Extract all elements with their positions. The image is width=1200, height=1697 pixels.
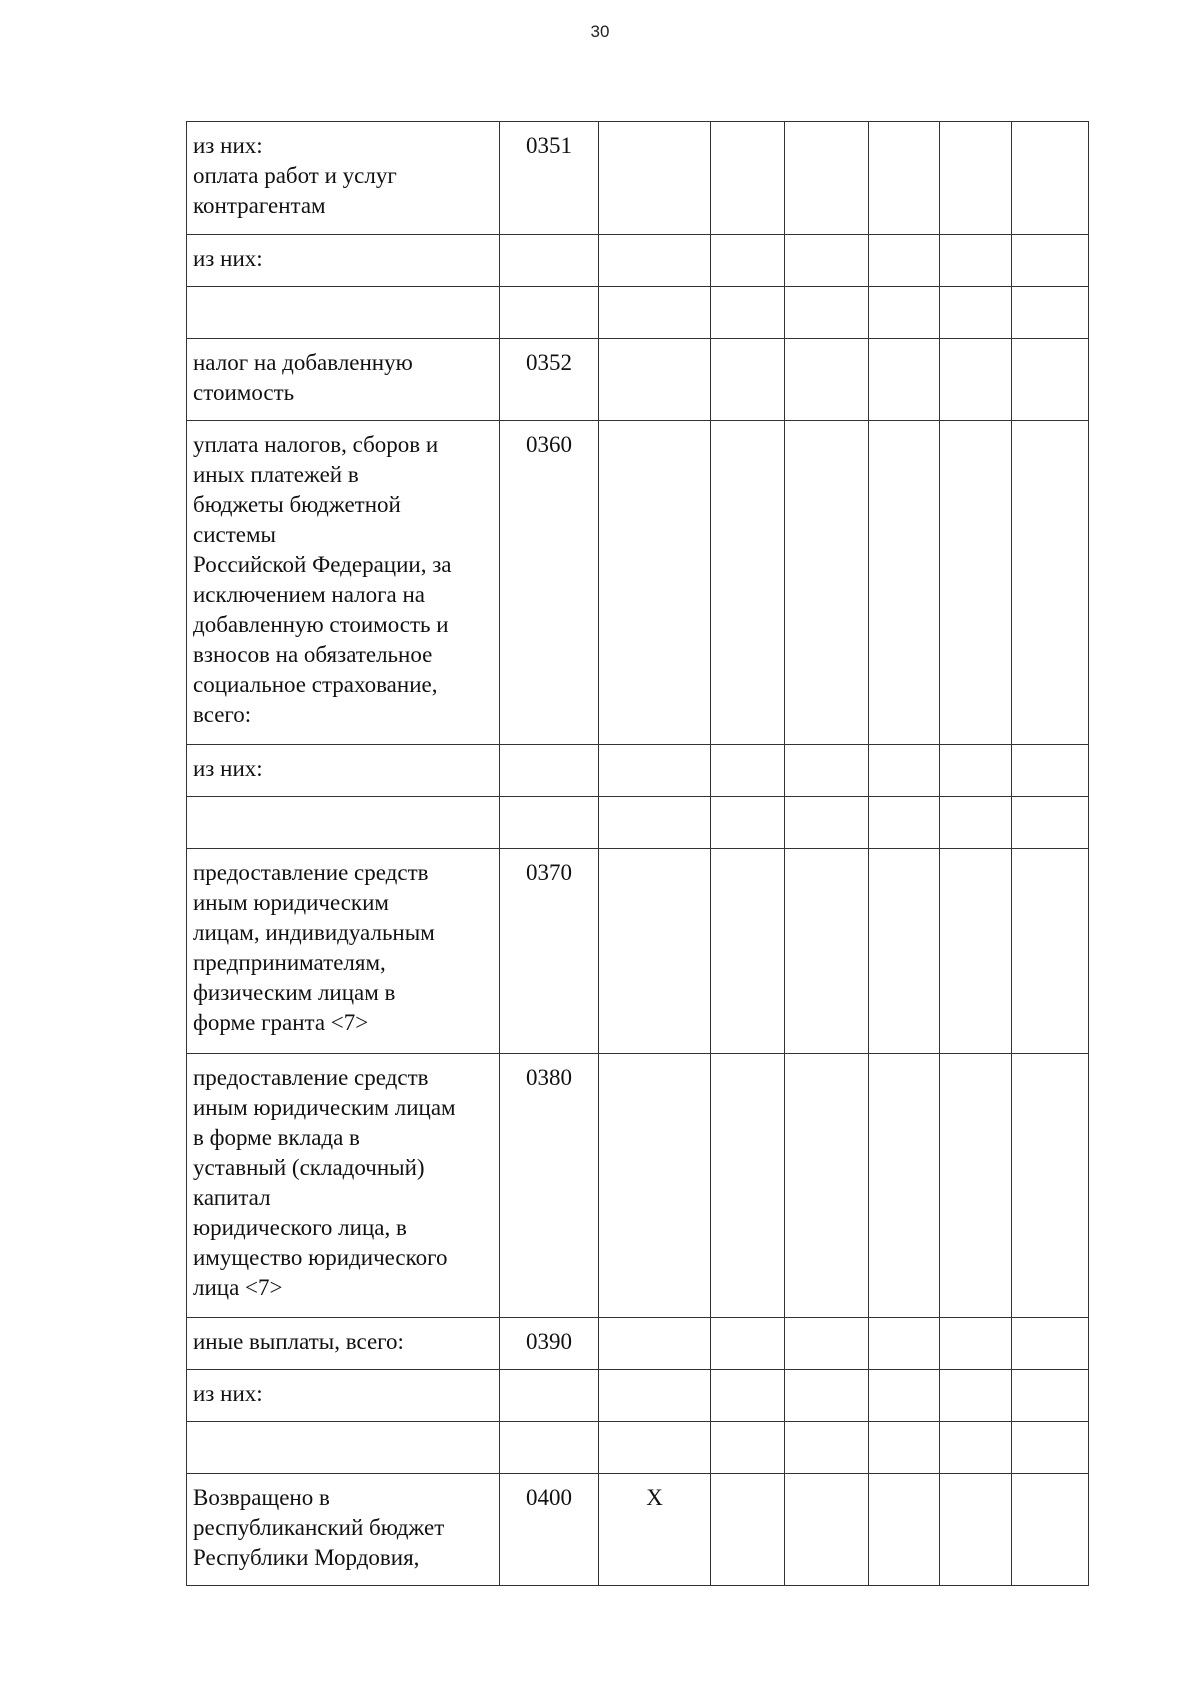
- value-cell: [711, 1370, 785, 1422]
- value-cell: [940, 745, 1012, 797]
- value-cell: [599, 122, 711, 235]
- row-label: предоставление средств иным юридическим лицам в форме вклада в уставный (складочный) капитал юридического лица, в имущество юридического лица <7>: [193, 1065, 456, 1300]
- table-row: [187, 1054, 1089, 1318]
- value-cell: [599, 235, 711, 287]
- table-row: [187, 421, 1089, 745]
- value-cell: [599, 339, 711, 421]
- value-cell: [785, 1054, 869, 1318]
- value-cell: [869, 1474, 940, 1586]
- row-label: предоставление средств иным юридическим лицам, индивидуальным предпринимателям, физическим лицам в форме гранта <7>: [193, 860, 435, 1035]
- value-cell: [869, 1318, 940, 1370]
- row-label-cell: [187, 1370, 500, 1422]
- value-cell: [940, 1474, 1012, 1586]
- value-cell: [599, 849, 711, 1054]
- row-code-cell: 0352: [500, 339, 599, 421]
- value-cell: [940, 235, 1012, 287]
- row-label-cell: [187, 745, 500, 797]
- value-cell: [940, 1318, 1012, 1370]
- row-label-cell: [187, 797, 500, 849]
- value-cell: [711, 849, 785, 1054]
- value-cell: [869, 122, 940, 235]
- value-cell: [599, 1054, 711, 1318]
- row-label-cell: [187, 235, 500, 287]
- value-cell: [785, 1318, 869, 1370]
- value-cell: [711, 1318, 785, 1370]
- row-label-cell: [187, 849, 500, 1054]
- row-label: иные выплаты, всего:: [193, 1329, 404, 1354]
- value-cell: [711, 1474, 785, 1586]
- row-label-cell: [187, 421, 500, 745]
- value-cell: [711, 287, 785, 339]
- value-cell: [711, 1422, 785, 1474]
- value-cell: [1012, 1054, 1089, 1318]
- value-cell: [869, 1422, 940, 1474]
- value-cell: [940, 122, 1012, 235]
- table-row: [187, 339, 1089, 421]
- table-row: [187, 122, 1089, 235]
- value-cell: [940, 849, 1012, 1054]
- value-cell: [940, 1054, 1012, 1318]
- value-cell: [711, 1054, 785, 1318]
- row-code-cell: 0380: [500, 1054, 599, 1318]
- value-cell: [711, 235, 785, 287]
- value-cell: [1012, 1422, 1089, 1474]
- value-cell: [869, 1054, 940, 1318]
- table-row: [187, 1422, 1089, 1474]
- row-code-cell: 0351: [500, 122, 599, 235]
- value-cell: [599, 745, 711, 797]
- value-cell: [785, 745, 869, 797]
- value-cell: [940, 287, 1012, 339]
- value-cell: [1012, 421, 1089, 745]
- value-cell: [785, 235, 869, 287]
- value-cell: [1012, 122, 1089, 235]
- value-cell: [711, 339, 785, 421]
- value-cell: [940, 1370, 1012, 1422]
- value-cell: [869, 797, 940, 849]
- value-cell: [940, 339, 1012, 421]
- value-cell: [1012, 1370, 1089, 1422]
- value-cell: [940, 1422, 1012, 1474]
- value-cell: [869, 287, 940, 339]
- value-cell: [785, 287, 869, 339]
- value-cell: [869, 849, 940, 1054]
- value-cell: [785, 1474, 869, 1586]
- value-cell: [940, 797, 1012, 849]
- value-cell: [1012, 797, 1089, 849]
- value-cell: [785, 849, 869, 1054]
- value-cell: [785, 1422, 869, 1474]
- table-row: [187, 1318, 1089, 1370]
- value-cell: [785, 339, 869, 421]
- value-cell: [940, 421, 1012, 745]
- row-label: из них:: [193, 246, 263, 271]
- value-cell: [711, 421, 785, 745]
- value-cell: [785, 1370, 869, 1422]
- row-label: уплата налогов, сборов и иных платежей в бюджеты бюджетной системы Российской Федерации, за исключением налога на добавленную стоимость и взносов на обязательное социальное страхование, всего:: [193, 432, 452, 727]
- row-code-cell: [500, 235, 599, 287]
- value-cell: [869, 1370, 940, 1422]
- row-code-cell: 0400: [500, 1474, 599, 1586]
- row-code-cell: [500, 1370, 599, 1422]
- table-row: [187, 849, 1089, 1054]
- row-label-cell: [187, 1054, 500, 1318]
- value-cell: [599, 421, 711, 745]
- row-label-cell: [187, 1474, 500, 1586]
- table-row: [187, 287, 1089, 339]
- row-label: из них:: [193, 756, 263, 781]
- row-code-cell: [500, 287, 599, 339]
- row-code-cell: [500, 745, 599, 797]
- row-code-cell: 0370: [500, 849, 599, 1054]
- value-cell: [1012, 235, 1089, 287]
- row-code-cell: [500, 797, 599, 849]
- row-label-cell: [187, 339, 500, 421]
- row-code-cell: [500, 1422, 599, 1474]
- value-cell: [869, 339, 940, 421]
- value-cell: [711, 122, 785, 235]
- table-row: [187, 235, 1089, 287]
- value-cell: [599, 1422, 711, 1474]
- value-cell: [1012, 339, 1089, 421]
- row-label: из них: оплата работ и услуг контрагентам: [193, 133, 397, 218]
- value-cell: [599, 1318, 711, 1370]
- table-row: [187, 797, 1089, 849]
- value-cell: [599, 797, 711, 849]
- value-cell: [1012, 287, 1089, 339]
- row-label: из них:: [193, 1381, 263, 1406]
- row-label: налог на добавленную стоимость: [193, 350, 413, 405]
- value-cell: [785, 122, 869, 235]
- value-cell: [1012, 1474, 1089, 1586]
- value-cell: [711, 797, 785, 849]
- value-cell: [785, 421, 869, 745]
- value-cell: [1012, 1318, 1089, 1370]
- page-number: 30: [590, 22, 610, 41]
- value-cell: [785, 797, 869, 849]
- value-cell: [869, 235, 940, 287]
- value-cell: [711, 745, 785, 797]
- table-row: [187, 1474, 1089, 1586]
- table-row: [187, 745, 1089, 797]
- row-code-cell: 0360: [500, 421, 599, 745]
- row-label-cell: [187, 1318, 500, 1370]
- row-code-cell: 0390: [500, 1318, 599, 1370]
- value-cell: [869, 421, 940, 745]
- row-label-cell: [187, 1422, 500, 1474]
- value-cell: [1012, 849, 1089, 1054]
- value-cell: [599, 287, 711, 339]
- row-label-cell: [187, 122, 500, 235]
- row-label: Возвращено в республиканский бюджет Республики Мордовия,: [193, 1485, 445, 1570]
- value-cell: [1012, 745, 1089, 797]
- table-row: [187, 1370, 1089, 1422]
- value-cell: [599, 1370, 711, 1422]
- row-label-cell: [187, 287, 500, 339]
- value-cell: X: [599, 1474, 711, 1586]
- value-cell: [869, 745, 940, 797]
- report-table: [186, 121, 1089, 1586]
